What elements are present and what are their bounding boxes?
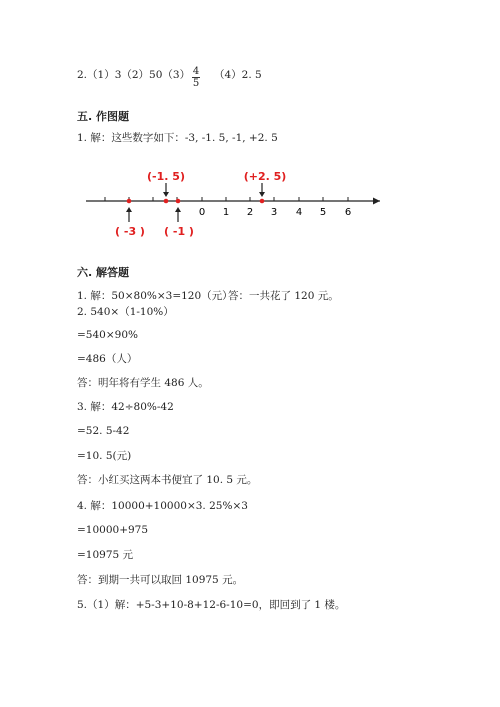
section-title-5: 五. 作图题 bbox=[77, 110, 130, 123]
tick-label-5: 5 bbox=[319, 207, 327, 218]
tick-label-6: 6 bbox=[344, 207, 352, 218]
fraction-denominator: 5 bbox=[192, 78, 200, 89]
answer-q2 bbox=[77, 68, 190, 82]
answer-6-1-conclusion: 答：一共花了 120 元。 bbox=[228, 290, 339, 302]
answer-6-2-line2: =540×90% bbox=[77, 329, 138, 341]
answer-6-2-line1: 2. 540×（1-10%） bbox=[77, 306, 174, 318]
answer-6-3-line1: 3. 解：42÷80%-42 bbox=[77, 401, 174, 413]
answer-6-4-conclusion: 答：到期一共可以取回 10975 元。 bbox=[77, 574, 244, 586]
number-line-diagram bbox=[80, 165, 390, 245]
answer-6-3-line2: =52. 5-42 bbox=[77, 425, 130, 437]
answer-6-1 bbox=[77, 289, 233, 303]
answer-6-2-line3: =486（人） bbox=[77, 353, 138, 365]
tick-label-3: 3 bbox=[270, 207, 278, 218]
number-line-ticks bbox=[105, 197, 348, 201]
answer-6-1-work: 1. 解：50×80%×3=120（元） bbox=[77, 290, 233, 302]
point-neg3 bbox=[127, 199, 132, 204]
fraction-four-fifths bbox=[191, 66, 201, 89]
answer-6-4-line1: 4. 解：10000+10000×3. 25%×3 bbox=[77, 500, 248, 512]
answer-5-1: 1. 解：这些数字如下：-3, -1. 5, -1, +2. 5 bbox=[77, 132, 278, 144]
answer-6-4-line2: =10000+975 bbox=[77, 524, 149, 536]
answer-6-3-conclusion: 答：小红买这两本书便宜了 10. 5 元。 bbox=[77, 474, 258, 486]
tick-label-0: 0 bbox=[198, 207, 206, 218]
section-title-6: 六. 解答题 bbox=[77, 266, 130, 279]
label-pos2-5: (+2. 5) bbox=[243, 170, 287, 183]
answer-6-2-conclusion: 答：明年将有学生 486 人。 bbox=[77, 377, 209, 389]
point-neg1 bbox=[176, 199, 181, 204]
label-neg1: ( -1 ) bbox=[164, 225, 194, 238]
answer-6-3-line3: =10. 5(元) bbox=[77, 450, 132, 462]
fraction-numerator: 4 bbox=[192, 66, 200, 77]
answer-6-4-line3: =10975 元 bbox=[77, 549, 134, 561]
tick-label-2: 2 bbox=[246, 207, 254, 218]
label-neg3: ( -3 ) bbox=[115, 225, 145, 238]
tick-label-1: 1 bbox=[222, 207, 230, 218]
answer-q2-part1: 2.（1）3（2）50（3） bbox=[77, 69, 191, 81]
point-neg1-5 bbox=[164, 199, 169, 204]
answer-6-5-line1: 5.（1）解：+5-3+10-8+12-6-10=0，即回到了 1 楼。 bbox=[77, 599, 346, 611]
point-pos2-5 bbox=[260, 199, 265, 204]
answer-q2-part4: （4）2. 5 bbox=[214, 69, 262, 81]
tick-label-4: 4 bbox=[295, 207, 303, 218]
label-neg1-5: (-1. 5) bbox=[147, 170, 185, 183]
